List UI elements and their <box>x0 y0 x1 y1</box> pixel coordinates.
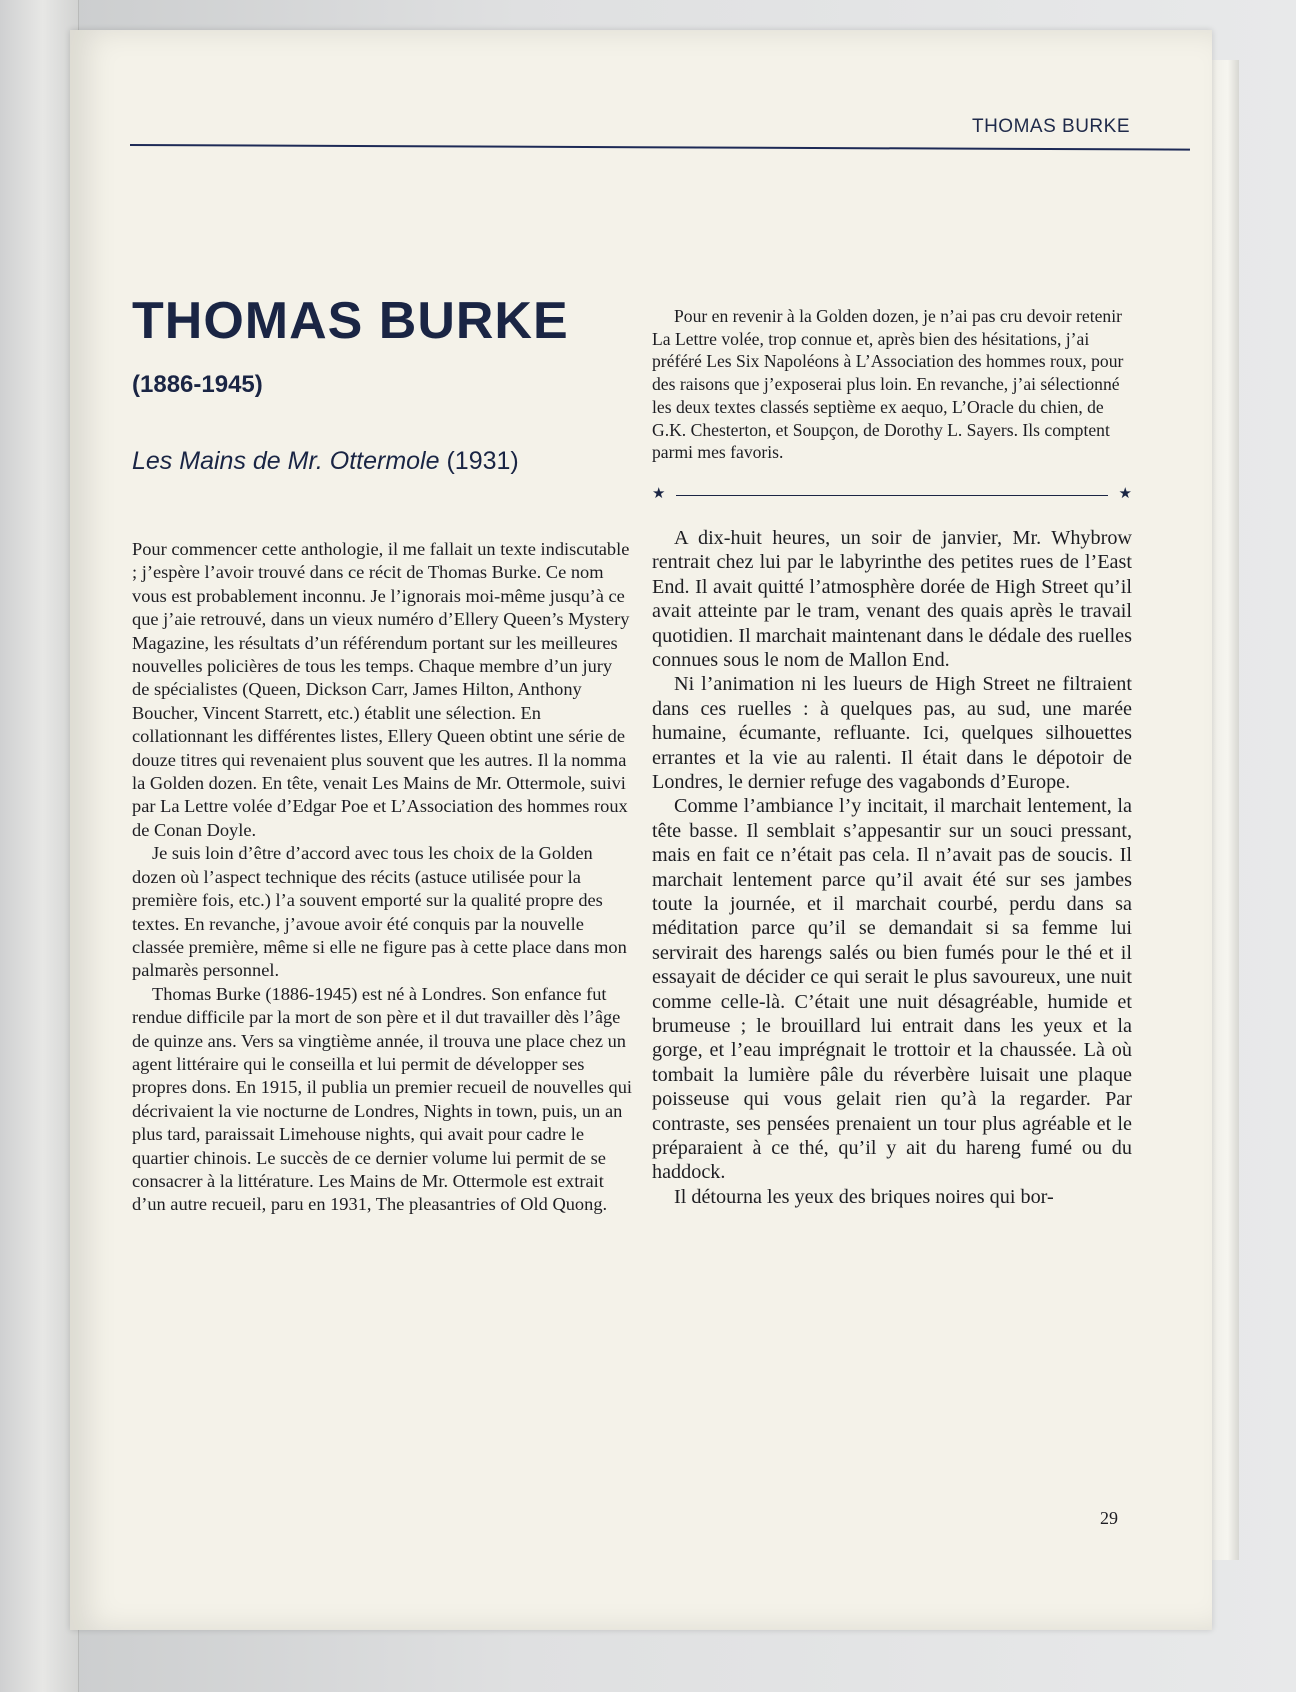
divider-line <box>676 495 1108 496</box>
left-column <box>132 292 633 1217</box>
header-rule <box>130 144 1190 151</box>
story-paragraph: Comme l’ambiance l’y incitait, il marchait lentement, la tête basse. Il semblait s’appesantir sur un souci pressant, mais en fait ce n’était pas cela. Il n’avait pas de soucis. Il marchait lentement parce qu’il avait été sur ses jambes toute la journée, et il marchait courbé, perdu dans sa méditation parce qu’il se demandait si sa femme lui servirait des harengs salés ou bien fumés pour le thé et il essayait de décider ce qui serait le plus savoureux, une nuit comme celle-là. C’était une nuit désagréable, humide et brumeuse ; le brouillard lui entrait dans les yeux et la gorge, et l’eau imprégnait le trottoir et la chaussée. Là où tombait la lumière pâle du réverbère luisait une plaque poisseuse qui vous gelait rien qu’à la regarder. Par contraste, ses pensées prenaient un tour plus agréable et le préparaient à ce thé, qu’il y ait du hareng fumé ou du haddock. <box>652 795 1132 1184</box>
intro-paragraph: Thomas Burke (1886-1945) est né à Londres. Son enfance fut rendue difficile par la mort de son père et il dut travailler dès l’âge de quinze ans. Vers sa vingtième année, il trouva une place chez un agent littéraire qui le conseilla et lui permit de développer ses propres dons. En 1915, il publia un premier recueil de nouvelles qui décrivaient la vie nocturne de Londres, Nights in town, puis, un an plus tard, paraissait Limehouse nights, qui avait pour cadre le quartier chinois. Le succès de ce dernier volume lui permit de se consacrer à la littérature. Les Mains de Mr. Ottermole est extrait d’un autre recueil, paru en 1931, The pleasantries of Old Quong. <box>132 983 633 1215</box>
story-text <box>652 526 1132 1209</box>
author-dates: (1886-1945) <box>132 371 263 398</box>
page-stack-edge <box>1210 60 1239 1560</box>
author-title: THOMAS BURKE <box>132 292 569 350</box>
running-header <box>130 106 1190 146</box>
running-header-title: THOMAS BURKE <box>971 116 1130 137</box>
intro-paragraph: Je suis loin d’être d’accord avec tous les choix de la Golden dozen où l’aspect technique des récits (astuce utilisée pour la première fois, etc.) l’a souvent emporté sur la qualité propre des textes. En revanche, j’avoue avoir été conquis par la nouvelle classée première, même si elle ne figure pas à cette place dans mon palmarès personnel. <box>132 843 627 981</box>
page-number: 29 <box>1100 1508 1118 1528</box>
introduction <box>132 538 632 1217</box>
right-column <box>652 305 1132 1209</box>
intro-paragraph: Pour en revenir à la Golden dozen, je n’ai pas cru devoir retenir La Lettre volée, trop connue et, après bien des hésitations, j’ai préféré Les Six Napoléons à L’Association des hommes roux, pour des raisons que j’exposerai plus loin. En revanche, j’ai sélectionné les deux textes classés septième ex aequo, L’Oracle du chien, de G.K. Chesterton, et Soupçon, de Dorothy L. Sayers. Ils comptent parmi mes favoris. <box>652 306 1124 463</box>
story-year: (1931) <box>446 447 519 475</box>
story-paragraph: A dix-huit heures, un soir de janvier, Mr. Whybrow rentrait chez lui par le labyrinthe des petites rues de l’East End. Il avait quitté l’atmosphère dorée de High Street qu’il avait atteinte par le tram, venant des quais après le travail quotidien. Il marchait maintenant dans le dédale des ruelles connues sous le nom de Mallon End. <box>652 526 1132 671</box>
introduction-continued <box>652 305 1132 464</box>
star-icon: ★ <box>1118 483 1132 502</box>
star-icon: ★ <box>652 483 666 502</box>
story-paragraph: Ni l’animation ni les lueurs de High Street ne filtraient dans ces ruelles : à quelques pas, au sud, une marée humaine, écumante, refluante. Ici, quelques silhouettes errantes et la vie au ralenti. Il était dans le dépotoir de Londres, le dernier refuge des vagabonds d’Europe. <box>652 673 1132 793</box>
story-title: Les Mains de Mr. Ottermole <box>132 447 440 475</box>
story-paragraph: Il détourna les yeux des briques noires qui bor- <box>674 1185 1054 1208</box>
section-divider <box>652 483 1132 506</box>
story-heading <box>132 447 632 476</box>
book-page <box>70 30 1212 1630</box>
facing-page-edge <box>0 0 79 1692</box>
intro-paragraph: Pour commencer cette anthologie, il me fallait un texte indiscutable ; j’espère l’avoir trouvé dans ce récit de Thomas Burke. Ce nom vous est probablement inconnu. Je l’ignorais moi-même jusqu’à ce que j’aie retrouvé, dans un vieux numéro d’Ellery Queen’s Mystery Magazine, les résultats d’un référendum portant sur les meilleures nouvelles policières de tous les temps. Chaque membre d’un jury de spécialistes (Queen, Dickson Carr, James Hilton, Anthony Boucher, Vincent Starrett, etc.) établit une sélection. En collationnant les différentes listes, Ellery Queen obtint une série de douze titres qui revenaient plus souvent que les autres. Il la nomma la Golden dozen. En tête, venait Les Mains de Mr. Ottermole, suivi par La Lettre volée d’Edgar Poe et L’Association des hommes roux de Conan Doyle. <box>132 539 630 840</box>
